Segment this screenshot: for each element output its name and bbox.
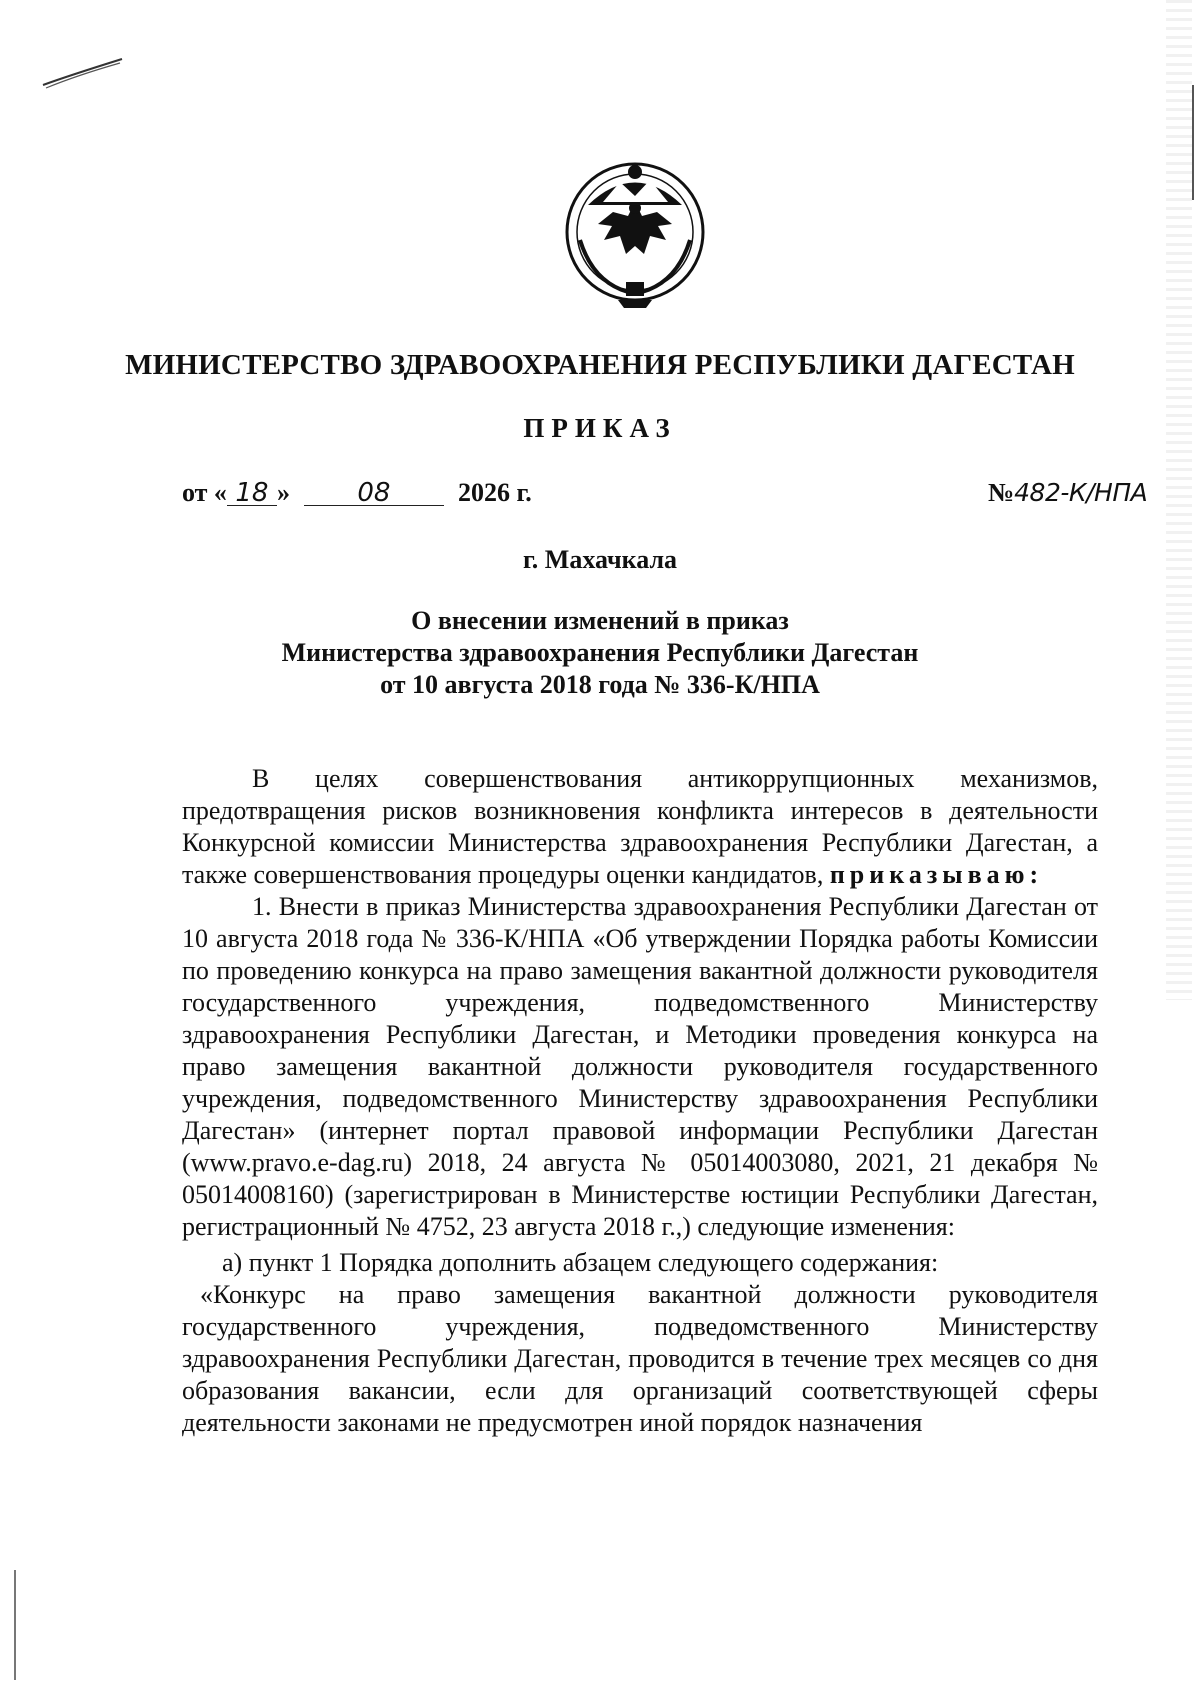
subject-line: О внесении изменений в приказ xyxy=(411,606,789,635)
date-month: 08 xyxy=(304,481,444,506)
date-year: 2026 г. xyxy=(457,478,532,507)
dagestan-coat-of-arms-icon xyxy=(558,150,713,310)
preamble-paragraph xyxy=(182,763,1098,891)
scan-line-right xyxy=(1192,85,1194,200)
decree-word: приказываю: xyxy=(829,860,1044,889)
item-1-paragraph: 1. Внести в приказ Министерства здравоохранения Республики Дагестан от 10 августа 2018 года № 336-К/НПА «Об утверждении Порядка работы Комиссии по проведению конкурса на право замещения вакантной должности руководителя государственного учреждения, подведомственного Министерству здравоохранения Республики Дагестан, и Методики проведения конкурса на право замещения вакантной должности руководителя государственного учреждения, подведомственного Министерству здравоохранения Республики Дагестан» (интернет портал правовой информации Республики Дагестан (www.pravo.e-dag.ru) 2018, 24 августа № 05014003080, 2021, 21 декабря № 05014008160) (зарегистрирован в Министерстве юстиции Республики Дагестан, регистрационный № 4752, 23 августа 2018 г.,) следующие изменения: xyxy=(182,892,1098,1241)
pen-stroke-mark xyxy=(40,55,125,90)
document-type-title: ПРИКАЗ xyxy=(523,413,677,443)
preamble-text: В целях совершенствования антикоррупционных механизмов, предотвращения рисков возникновения конфликта интересов в деятельности Конкурсной комиссии Министерства здравоохранения Республики Дагестан, а также совершенствования процедуры оценки кандидатов, xyxy=(182,764,1098,889)
city: г. Махачкала xyxy=(522,545,678,574)
order-body xyxy=(182,763,1098,1439)
order-date xyxy=(182,478,532,508)
subject-line: от 10 августа 2018 года № 336-К/НПА xyxy=(380,670,820,699)
ministry-title: МИНИСТЕРСТВО ЗДРАВООХРАНЕНИЯ РЕСПУБЛИКИ ДАГЕСТАН xyxy=(125,349,1075,381)
date-mid: » xyxy=(276,478,290,507)
date-day: 18 xyxy=(227,481,277,506)
subject-line: Министерства здравоохранения Республики Дагестан xyxy=(281,638,919,667)
number-prefix: № xyxy=(988,478,1015,507)
scan-line-left xyxy=(14,1570,16,1680)
order-subject xyxy=(0,605,1200,701)
scan-edge-noise xyxy=(1166,0,1192,1000)
order-number xyxy=(988,478,1147,508)
date-prefix: от « xyxy=(182,478,227,507)
number-value: 482-К/НПА xyxy=(1014,478,1148,507)
quoted-paragraph: «Конкурс на право замещения вакантной должности руководителя государственного учреждения, подведомственного Министерству здравоохранения Республики Дагестан, проводится в течение трех месяцев со дня образования вакансии, если для организаций соответствующей сферы деятельности законами не предусмотрен иной порядок назначения xyxy=(182,1280,1098,1437)
item-1a-paragraph: а) пункт 1 Порядка дополнить абзацем следующего содержания: xyxy=(222,1248,939,1277)
